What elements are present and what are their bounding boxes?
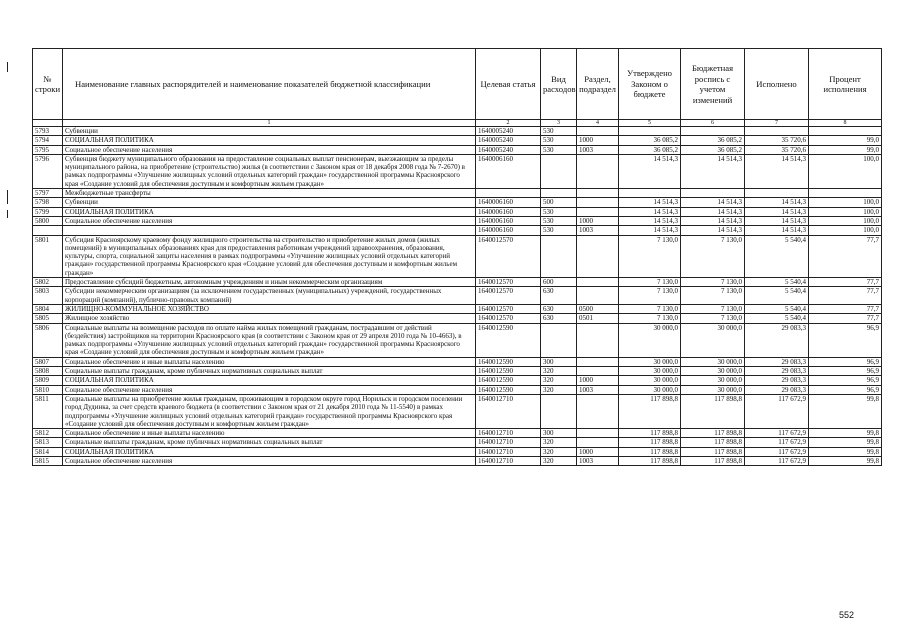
row-number: 5799 bbox=[33, 207, 63, 216]
row-name: Субвенции bbox=[63, 127, 476, 136]
section-code bbox=[577, 278, 619, 287]
target-article: 1640012590 bbox=[476, 385, 541, 394]
target-article: 1640006160 bbox=[476, 226, 541, 235]
executed-amount: 14 514,3 bbox=[745, 154, 809, 188]
table-header-row bbox=[33, 49, 882, 120]
section-code bbox=[577, 154, 619, 188]
header-name: Наименование главных распорядителей и наименование показателей бюджетной классификации bbox=[63, 49, 476, 120]
executed-amount: 29 083,3 bbox=[745, 357, 809, 366]
expense-kind: 530 bbox=[541, 216, 577, 225]
target-article: 1640012570 bbox=[476, 304, 541, 313]
budget-list-amount: 7 130,0 bbox=[681, 314, 745, 323]
table-row bbox=[33, 385, 882, 394]
executed-amount: 5 540,4 bbox=[745, 278, 809, 287]
row-name: СОЦИАЛЬНАЯ ПОЛИТИКА bbox=[63, 447, 476, 456]
approved-amount: 14 514,3 bbox=[619, 216, 681, 225]
table-row bbox=[33, 429, 882, 438]
row-name: Социальные выплаты гражданам, кроме публичных нормативных социальных выплат bbox=[63, 438, 476, 447]
table-row bbox=[33, 207, 882, 216]
section-code: 1000 bbox=[577, 447, 619, 456]
row-number: 5806 bbox=[33, 323, 63, 357]
executed-amount: 29 083,3 bbox=[745, 323, 809, 357]
target-article: 1640012590 bbox=[476, 357, 541, 366]
approved-amount: 14 514,3 bbox=[619, 154, 681, 188]
executed-amount: 35 720,6 bbox=[745, 136, 809, 145]
section-code bbox=[577, 367, 619, 376]
table-body bbox=[33, 127, 882, 466]
expense-kind: 530 bbox=[541, 226, 577, 235]
approved-amount: 7 130,0 bbox=[619, 287, 681, 305]
executed-amount: 29 083,3 bbox=[745, 367, 809, 376]
margin-mark bbox=[7, 62, 8, 72]
header-approved: Утверждено Законом о бюджете bbox=[619, 49, 681, 120]
section-code: 1003 bbox=[577, 226, 619, 235]
approved-amount: 117 898,8 bbox=[619, 438, 681, 447]
section-code bbox=[577, 287, 619, 305]
section-code bbox=[577, 127, 619, 136]
row-number: 5803 bbox=[33, 287, 63, 305]
target-article: 1640005240 bbox=[476, 145, 541, 154]
execution-percent: 77,7 bbox=[809, 314, 882, 323]
budget-list-amount: 14 514,3 bbox=[681, 216, 745, 225]
row-number bbox=[33, 226, 63, 235]
table-row bbox=[33, 235, 882, 277]
approved-amount: 36 085,2 bbox=[619, 136, 681, 145]
executed-amount bbox=[745, 189, 809, 198]
target-article: 1640005240 bbox=[476, 127, 541, 136]
table-row bbox=[33, 287, 882, 305]
budget-list-amount bbox=[681, 189, 745, 198]
target-article: 1640012710 bbox=[476, 456, 541, 465]
execution-percent: 77,7 bbox=[809, 304, 882, 313]
target-article bbox=[476, 189, 541, 198]
row-number: 5798 bbox=[33, 198, 63, 207]
approved-amount: 14 514,3 bbox=[619, 198, 681, 207]
execution-percent: 100,0 bbox=[809, 207, 882, 216]
row-number: 5794 bbox=[33, 136, 63, 145]
executed-amount: 117 672,9 bbox=[745, 456, 809, 465]
target-article: 1640012710 bbox=[476, 447, 541, 456]
row-number: 5804 bbox=[33, 304, 63, 313]
section-code: 0501 bbox=[577, 314, 619, 323]
row-number: 5802 bbox=[33, 278, 63, 287]
row-number: 5810 bbox=[33, 385, 63, 394]
executed-amount: 35 720,6 bbox=[745, 145, 809, 154]
target-article: 1640006160 bbox=[476, 207, 541, 216]
expense-kind: 600 bbox=[541, 278, 577, 287]
executed-amount bbox=[745, 127, 809, 136]
executed-amount: 29 083,3 bbox=[745, 376, 809, 385]
section-code: 0500 bbox=[577, 304, 619, 313]
executed-amount: 14 514,3 bbox=[745, 207, 809, 216]
section-code bbox=[577, 394, 619, 428]
target-article: 1640012570 bbox=[476, 287, 541, 305]
row-name: СОЦИАЛЬНАЯ ПОЛИТИКА bbox=[63, 136, 476, 145]
row-name: Социальные выплаты гражданам, кроме публичных нормативных социальных выплат bbox=[63, 367, 476, 376]
column-number: 1 bbox=[63, 120, 476, 127]
column-number: 5 bbox=[619, 120, 681, 127]
execution-percent: 77,7 bbox=[809, 287, 882, 305]
budget-list-amount: 14 514,3 bbox=[681, 198, 745, 207]
row-number: 5793 bbox=[33, 127, 63, 136]
executed-amount: 14 514,3 bbox=[745, 198, 809, 207]
header-target: Целевая статья bbox=[476, 49, 541, 120]
row-name: Субвенция бюджету муниципального образования на предоставление социальных выплат пенсионерам, выезжающим за пределы муниципального района, на приобретение (строительство) жилья (в соответствии с Законом края от 18 декабря 2008 года № 7-2670) в рамках подпрограммы «Улучшение жилищных условий отдельных категорий граждан» государственной программы Красноярского края «Создание условий для обеспечения доступным и комфортным жильем граждан» bbox=[63, 154, 476, 188]
target-article: 1640012590 bbox=[476, 323, 541, 357]
budget-table bbox=[32, 48, 882, 466]
approved-amount bbox=[619, 127, 681, 136]
row-name: Социальное обеспечение населения bbox=[63, 385, 476, 394]
executed-amount: 14 514,3 bbox=[745, 216, 809, 225]
executed-amount: 5 540,4 bbox=[745, 287, 809, 305]
expense-kind: 300 bbox=[541, 357, 577, 366]
table-row bbox=[33, 367, 882, 376]
target-article: 1640012570 bbox=[476, 278, 541, 287]
target-article: 1640012710 bbox=[476, 394, 541, 428]
expense-kind bbox=[541, 235, 577, 277]
budget-list-amount: 7 130,0 bbox=[681, 278, 745, 287]
execution-percent: 96,9 bbox=[809, 385, 882, 394]
executed-amount: 117 672,9 bbox=[745, 394, 809, 428]
table-row bbox=[33, 145, 882, 154]
budget-list-amount: 7 130,0 bbox=[681, 304, 745, 313]
margin-mark bbox=[7, 190, 8, 204]
table-row bbox=[33, 323, 882, 357]
table-row bbox=[33, 278, 882, 287]
row-number: 5795 bbox=[33, 145, 63, 154]
section-code: 1000 bbox=[577, 216, 619, 225]
row-name: Субсидии некоммерческим организациям (за исключением государственных (муниципальных) учреждений, государственных корпораций (компаний), публично-правовых компаний) bbox=[63, 287, 476, 305]
row-number: 5809 bbox=[33, 376, 63, 385]
row-name: Субвенции bbox=[63, 198, 476, 207]
budget-list-amount: 30 000,0 bbox=[681, 323, 745, 357]
expense-kind: 300 bbox=[541, 429, 577, 438]
row-name bbox=[63, 226, 476, 235]
budget-list-amount: 30 000,0 bbox=[681, 357, 745, 366]
table-row bbox=[33, 314, 882, 323]
section-code bbox=[577, 189, 619, 198]
table-row bbox=[33, 226, 882, 235]
section-code bbox=[577, 438, 619, 447]
header-percent: Процент исполнения bbox=[809, 49, 882, 120]
column-numbers-row bbox=[33, 120, 882, 127]
execution-percent: 99,0 bbox=[809, 145, 882, 154]
execution-percent: 100,0 bbox=[809, 216, 882, 225]
budget-list-amount: 117 898,8 bbox=[681, 394, 745, 428]
target-article: 1640006160 bbox=[476, 216, 541, 225]
target-article: 1640012590 bbox=[476, 367, 541, 376]
table-row bbox=[33, 376, 882, 385]
approved-amount: 117 898,8 bbox=[619, 394, 681, 428]
expense-kind: 530 bbox=[541, 136, 577, 145]
approved-amount: 117 898,8 bbox=[619, 456, 681, 465]
row-number: 5811 bbox=[33, 394, 63, 428]
target-article: 1640012590 bbox=[476, 376, 541, 385]
execution-percent: 96,9 bbox=[809, 323, 882, 357]
row-number: 5813 bbox=[33, 438, 63, 447]
row-name: Социальное обеспечение и иные выплаты населению bbox=[63, 357, 476, 366]
approved-amount: 117 898,8 bbox=[619, 447, 681, 456]
table-row bbox=[33, 456, 882, 465]
execution-percent: 77,7 bbox=[809, 235, 882, 277]
execution-percent: 77,7 bbox=[809, 278, 882, 287]
execution-percent: 100,0 bbox=[809, 198, 882, 207]
column-number: 2 bbox=[476, 120, 541, 127]
section-code: 1000 bbox=[577, 136, 619, 145]
execution-percent: 99,8 bbox=[809, 456, 882, 465]
row-name: Социальные выплаты на возмещение расходов по оплате найма жилых помещений гражданам, пострадавшим от действий (бездействия) застройщиков на территории Красноярского края (в соответствии с Законом края от 29 апреля 2010 года № 10-4663), в рамках подпрограммы «Улучшение жилищных условий отдельных категорий граждан» государственной программы Красноярского края «Создание условий для обеспечения доступным и комфортным жильем граждан» bbox=[63, 323, 476, 357]
row-name: Социальное обеспечение населения bbox=[63, 456, 476, 465]
table-row bbox=[33, 198, 882, 207]
section-code: 1003 bbox=[577, 385, 619, 394]
execution-percent bbox=[809, 127, 882, 136]
row-name: Межбюджетные трансферты bbox=[63, 189, 476, 198]
column-number: 4 bbox=[577, 120, 619, 127]
header-row-no: № строки bbox=[33, 49, 63, 120]
approved-amount: 7 130,0 bbox=[619, 235, 681, 277]
executed-amount: 117 672,9 bbox=[745, 429, 809, 438]
executed-amount: 117 672,9 bbox=[745, 447, 809, 456]
target-article: 1640005240 bbox=[476, 136, 541, 145]
budget-list-amount: 117 898,8 bbox=[681, 438, 745, 447]
budget-list-amount: 14 514,3 bbox=[681, 154, 745, 188]
target-article: 1640012710 bbox=[476, 438, 541, 447]
execution-percent: 100,0 bbox=[809, 154, 882, 188]
execution-percent: 99,8 bbox=[809, 394, 882, 428]
target-article: 1640012570 bbox=[476, 235, 541, 277]
target-article: 1640006160 bbox=[476, 154, 541, 188]
section-code bbox=[577, 429, 619, 438]
expense-kind bbox=[541, 154, 577, 188]
row-number: 5812 bbox=[33, 429, 63, 438]
column-number: 8 bbox=[809, 120, 882, 127]
row-number: 5814 bbox=[33, 447, 63, 456]
approved-amount: 30 000,0 bbox=[619, 367, 681, 376]
approved-amount: 7 130,0 bbox=[619, 278, 681, 287]
budget-list-amount: 36 085,2 bbox=[681, 145, 745, 154]
row-name: ЖИЛИЩНО-КОММУНАЛЬНОЕ ХОЗЯЙСТВО bbox=[63, 304, 476, 313]
budget-list-amount: 30 000,0 bbox=[681, 376, 745, 385]
row-number: 5800 bbox=[33, 216, 63, 225]
row-name: Социальное обеспечение и иные выплаты населению bbox=[63, 429, 476, 438]
expense-kind: 630 bbox=[541, 304, 577, 313]
execution-percent: 100,0 bbox=[809, 226, 882, 235]
expense-kind: 500 bbox=[541, 198, 577, 207]
budget-list-amount: 7 130,0 bbox=[681, 235, 745, 277]
column-number: 6 bbox=[681, 120, 745, 127]
target-article: 1640012710 bbox=[476, 429, 541, 438]
table-row bbox=[33, 394, 882, 428]
margin-mark bbox=[7, 210, 8, 218]
expense-kind: 320 bbox=[541, 367, 577, 376]
budget-list-amount: 30 000,0 bbox=[681, 367, 745, 376]
row-number: 5805 bbox=[33, 314, 63, 323]
section-code bbox=[577, 357, 619, 366]
table-row bbox=[33, 216, 882, 225]
row-number: 5807 bbox=[33, 357, 63, 366]
approved-amount: 30 000,0 bbox=[619, 385, 681, 394]
row-number: 5796 bbox=[33, 154, 63, 188]
budget-list-amount: 7 130,0 bbox=[681, 287, 745, 305]
budget-list-amount: 14 514,3 bbox=[681, 207, 745, 216]
row-name: Предоставление субсидий бюджетным, автономным учреждениям и иным некоммерческим организациям bbox=[63, 278, 476, 287]
expense-kind: 530 bbox=[541, 207, 577, 216]
approved-amount: 36 085,2 bbox=[619, 145, 681, 154]
approved-amount: 14 514,3 bbox=[619, 226, 681, 235]
executed-amount: 14 514,3 bbox=[745, 226, 809, 235]
budget-list-amount bbox=[681, 127, 745, 136]
approved-amount: 30 000,0 bbox=[619, 376, 681, 385]
approved-amount: 7 130,0 bbox=[619, 314, 681, 323]
budget-list-amount: 117 898,8 bbox=[681, 456, 745, 465]
approved-amount: 14 514,3 bbox=[619, 207, 681, 216]
header-section: Раздел, подраздел bbox=[577, 49, 619, 120]
execution-percent: 99,8 bbox=[809, 447, 882, 456]
budget-list-amount: 36 085,2 bbox=[681, 136, 745, 145]
column-number bbox=[33, 120, 63, 127]
execution-percent bbox=[809, 189, 882, 198]
header-kind: Вид расходов bbox=[541, 49, 577, 120]
expense-kind bbox=[541, 394, 577, 428]
execution-percent: 96,9 bbox=[809, 367, 882, 376]
table-row bbox=[33, 357, 882, 366]
row-number: 5797 bbox=[33, 189, 63, 198]
executed-amount: 5 540,4 bbox=[745, 235, 809, 277]
row-name: СОЦИАЛЬНАЯ ПОЛИТИКА bbox=[63, 207, 476, 216]
expense-kind: 530 bbox=[541, 127, 577, 136]
expense-kind: 320 bbox=[541, 376, 577, 385]
row-name: Субсидия Красноярскому краевому фонду жилищного строительства на строительство и приобретение жилых домов (жилых помещений) в муниципальных образованиях края для предоставления работникам учреждений здравоохранения, образования, культуры, спорта, социальной защиты населения в рамках подпрограммы «Улучшение жилищных условий отдельных категорий граждан» государственной программы Красноярского края «Создание условий для обеспечения доступным и комфортным жильем граждан» bbox=[63, 235, 476, 277]
executed-amount: 29 083,3 bbox=[745, 385, 809, 394]
expense-kind: 320 bbox=[541, 438, 577, 447]
row-name: Социальное обеспечение населения bbox=[63, 145, 476, 154]
section-code bbox=[577, 198, 619, 207]
row-number: 5808 bbox=[33, 367, 63, 376]
budget-list-amount: 117 898,8 bbox=[681, 447, 745, 456]
approved-amount bbox=[619, 189, 681, 198]
execution-percent: 96,9 bbox=[809, 357, 882, 366]
budget-list-amount: 14 514,3 bbox=[681, 226, 745, 235]
page-number: 552 bbox=[839, 610, 855, 620]
budget-list-amount: 117 898,8 bbox=[681, 429, 745, 438]
approved-amount: 7 130,0 bbox=[619, 304, 681, 313]
executed-amount: 5 540,4 bbox=[745, 314, 809, 323]
column-number: 7 bbox=[745, 120, 809, 127]
section-code bbox=[577, 207, 619, 216]
table-row bbox=[33, 127, 882, 136]
expense-kind bbox=[541, 189, 577, 198]
approved-amount: 117 898,8 bbox=[619, 429, 681, 438]
row-name: Социальное обеспечение населения bbox=[63, 216, 476, 225]
table-row bbox=[33, 154, 882, 188]
executed-amount: 117 672,9 bbox=[745, 438, 809, 447]
table-row bbox=[33, 136, 882, 145]
expense-kind: 320 bbox=[541, 456, 577, 465]
expense-kind: 320 bbox=[541, 447, 577, 456]
row-name: Социальные выплаты на приобретение жилья гражданам, проживающим в городском округе город Норильск и городском поселении город Дудинка, за счет средств краевого бюджета (в соответствии с Законом края от 21 декабря 2010 года № 11-5540) в рамках подпрограммы «Улучшение жилищных условий отдельных категорий граждан» государственной программы Красноярского края «Создание условий для обеспечения доступным и комфортным жильем граждан» bbox=[63, 394, 476, 428]
executed-amount: 5 540,4 bbox=[745, 304, 809, 313]
row-number: 5815 bbox=[33, 456, 63, 465]
row-name: СОЦИАЛЬНАЯ ПОЛИТИКА bbox=[63, 376, 476, 385]
execution-percent: 96,9 bbox=[809, 376, 882, 385]
budget-list-amount: 30 000,0 bbox=[681, 385, 745, 394]
execution-percent: 99,8 bbox=[809, 438, 882, 447]
expense-kind: 630 bbox=[541, 287, 577, 305]
table-row bbox=[33, 304, 882, 313]
row-number: 5801 bbox=[33, 235, 63, 277]
header-budget-list: Бюджетная роспись с учетом изменений bbox=[681, 49, 745, 120]
expense-kind bbox=[541, 323, 577, 357]
section-code: 1000 bbox=[577, 376, 619, 385]
expense-kind: 630 bbox=[541, 314, 577, 323]
target-article: 1640012570 bbox=[476, 314, 541, 323]
section-code bbox=[577, 235, 619, 277]
table-row bbox=[33, 438, 882, 447]
expense-kind: 530 bbox=[541, 145, 577, 154]
table-row bbox=[33, 189, 882, 198]
target-article: 1640006160 bbox=[476, 198, 541, 207]
execution-percent: 99,0 bbox=[809, 136, 882, 145]
expense-kind: 320 bbox=[541, 385, 577, 394]
execution-percent: 99,8 bbox=[809, 429, 882, 438]
section-code bbox=[577, 323, 619, 357]
section-code: 1003 bbox=[577, 456, 619, 465]
column-number: 3 bbox=[541, 120, 577, 127]
header-executed: Исполнено bbox=[745, 49, 809, 120]
approved-amount: 30 000,0 bbox=[619, 323, 681, 357]
section-code: 1003 bbox=[577, 145, 619, 154]
table-row bbox=[33, 447, 882, 456]
approved-amount: 30 000,0 bbox=[619, 357, 681, 366]
row-name: Жилищное хозяйство bbox=[63, 314, 476, 323]
